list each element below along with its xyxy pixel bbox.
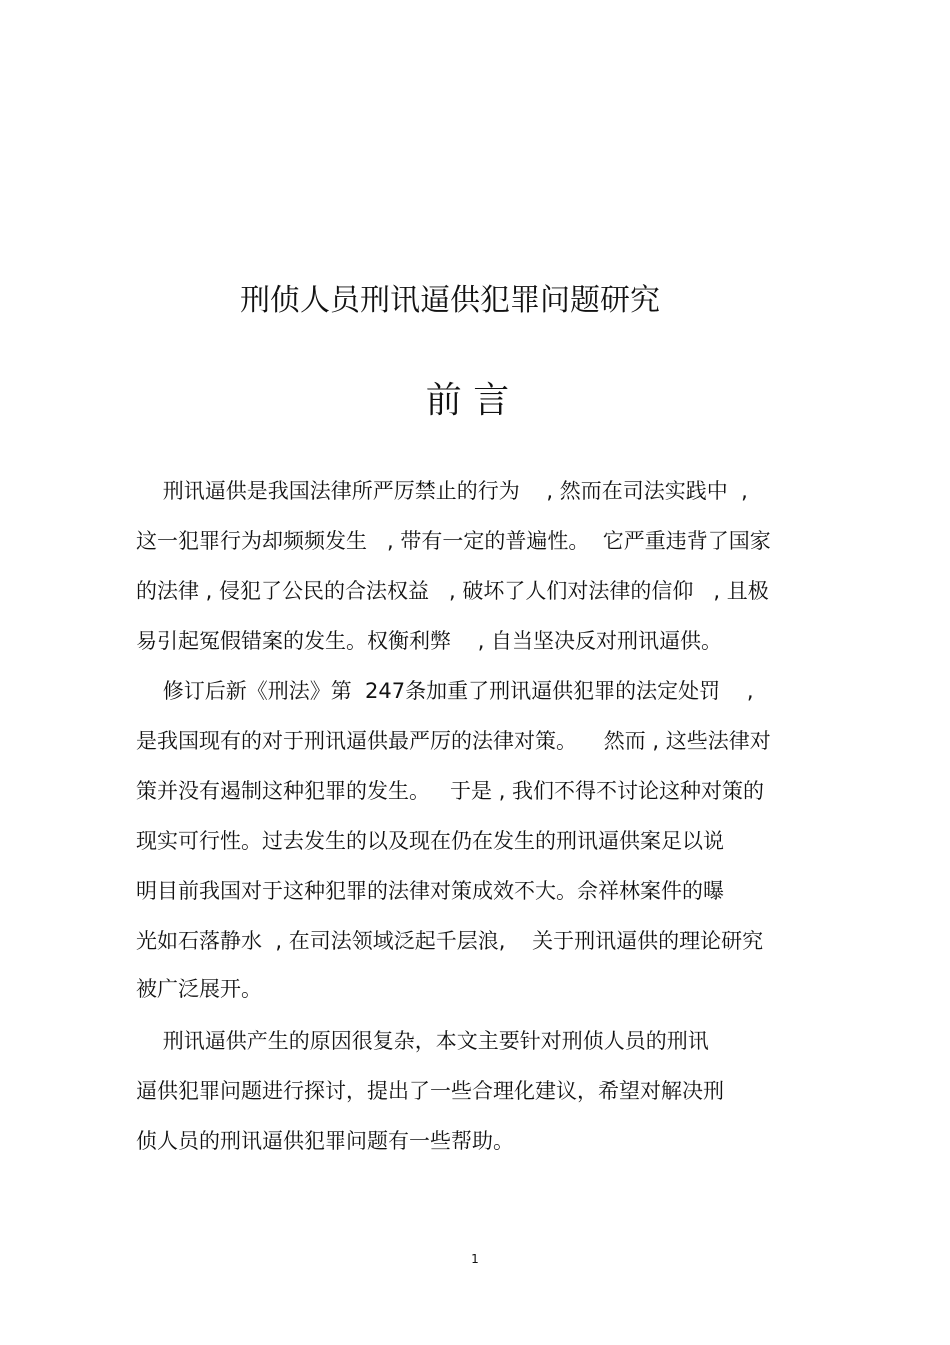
- paragraph-2-line-6: 光如石落静水 , 在司法领域泛起千层浪, 关于刑讯逼供的理论研究: [136, 929, 764, 953]
- paragraph-2-line-7: 被广泛展开。: [136, 977, 262, 1001]
- paragraph-3-line-1: 刑讯逼供产生的原因很复杂，本文主要针对刑侦人员的刑讯: [136, 1029, 709, 1053]
- paragraph-2-line-3: 策并没有遏制这种犯罪的发生。 于是 , 我们不得不讨论这种对策的: [136, 779, 765, 803]
- section-heading: 前 言: [425, 380, 510, 421]
- paragraph-3-line-2: 逼供犯罪问题进行探讨，提出了一些合理化建议，希望对解决刑: [136, 1079, 724, 1103]
- paragraph-2-line-2: 是我国现有的对于刑讯逼供最严厉的法律对策。 然而 , 这些法律对: [136, 729, 771, 753]
- paragraph-3-line-3: 侦人员的刑讯逼供犯罪问题有一些帮助。: [136, 1129, 514, 1153]
- document-title: 刑侦人员刑讯逼供犯罪问题研究: [240, 283, 660, 318]
- paragraph-1-line-1: 刑讯逼供是我国法律所严厉禁止的行为 , 然而在司法实践中 ,: [136, 479, 748, 503]
- paragraph-1-line-3: 的法律 , 侵犯了公民的合法权益 , 破坏了人们对法律的信仰 , 且极: [136, 579, 769, 603]
- paragraph-2-line-5: 明目前我国对于这种犯罪的法律对策成效不大。佘祥林案件的曝: [136, 879, 724, 903]
- page-number: 1: [471, 1252, 479, 1266]
- paragraph-1-line-4: 易引起冤假错案的发生。权衡利弊 , 自当坚决反对刑讯逼供。: [136, 629, 723, 653]
- paragraph-2-line-4: 现实可行性。过去发生的以及现在仍在发生的刑讯逼供案足以说: [136, 829, 724, 853]
- paragraph-1-line-2: 这一犯罪行为却频频发生 , 带有一定的普遍性。 它严重违背了国家: [136, 529, 771, 553]
- paragraph-2-line-1: 修订后新《刑法》第 247条加重了刑讯逼供犯罪的法定处罚 ,: [136, 679, 754, 703]
